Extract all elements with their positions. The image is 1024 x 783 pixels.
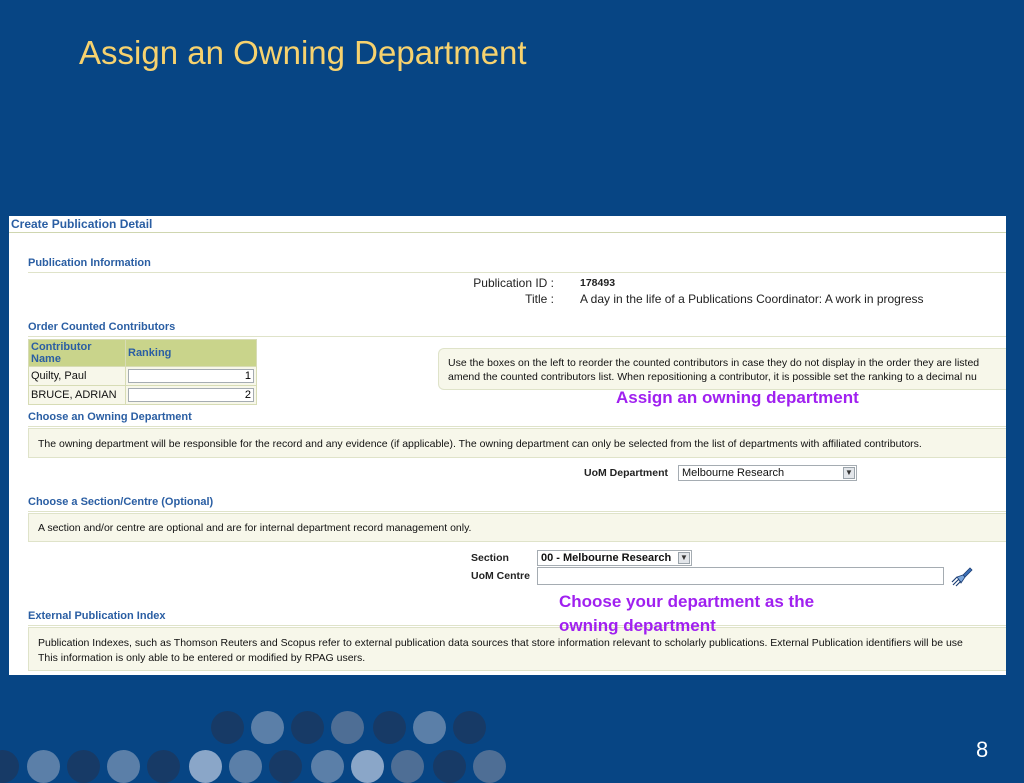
decor-dot [311,750,344,783]
decor-dot [251,711,284,744]
publication-info-rule [28,272,1006,273]
contributors-heading: Order Counted Contributors [28,321,176,333]
decor-dot [433,750,466,783]
publication-title-label: Title : [525,292,554,306]
annotation-choose-department-line1: Choose your department as the [559,592,815,611]
external-index-info-line: Publication Indexes, such as Thomson Reuters and Scopus refer to external publication data sources that store information relevant to scholarly publications. External Publication identifiers will be use [38,637,963,649]
col-contributor-name: Contributor Name [29,340,126,367]
contributors-help-box [438,348,1006,390]
decor-dot [373,711,406,744]
page-number: 8 [976,737,989,762]
decor-dot [27,750,60,783]
publication-id-label: Publication ID : [473,276,554,290]
decor-dot [453,711,486,744]
decor-dot [331,711,364,744]
slide-title: Assign an Owning Department [79,34,527,71]
decor-dot [291,711,324,744]
uom-centre-label: UoM Centre [471,570,530,582]
ranking-input[interactable] [128,388,254,402]
decor-dot [67,750,100,783]
contributor-name: BRUCE, ADRIAN [29,386,126,405]
annotation-choose-department-line2: owning department [559,616,716,635]
table-row [29,386,257,405]
contributors-rule [28,336,1006,337]
external-index-rule [28,625,1006,626]
publication-id-value: 178493 [580,277,616,289]
decor-dot [229,750,262,783]
decor-dot [413,711,446,744]
contributors-header-row [29,340,257,367]
external-index-info-line: This information is only able to be entered or modified by RPAG users. [38,652,366,664]
chevron-down-icon: ▼ [678,552,690,564]
decor-dot [189,750,222,783]
owning-department-heading: Choose an Owning Department [28,411,192,423]
decor-dot [211,711,244,744]
publication-title-value: A day in the life of a Publications Coordinator: A work in progress [580,292,924,306]
section-centre-rule [28,511,1006,512]
decor-dot [351,750,384,783]
decor-dot [473,750,506,783]
owning-department-info: The owning department will be responsible for the record and any evidence (if applicable). The owning department can only be selected from the list of departments with affiliated contributors. [38,438,922,450]
section-centre-heading: Choose a Section/Centre (Optional) [28,496,214,508]
col-ranking: Ranking [126,340,257,367]
section-centre-info-box [28,513,1006,542]
annotation-assign-department: Assign an owning department [616,388,859,407]
decor-dot [147,750,180,783]
section-select[interactable] [537,550,692,566]
decor-dot [107,750,140,783]
section-selected: 00 - Melbourne Research [541,552,672,564]
table-row [29,367,257,386]
publication-info-heading: Publication Information [28,257,151,269]
ranking-input[interactable] [128,369,254,383]
uom-department-label: UoM Department [584,467,669,479]
form-title-rule [9,232,1006,233]
external-index-info-box [28,627,1006,671]
decor-dot [391,750,424,783]
uom-department-select[interactable] [678,465,857,481]
ranking-cell [126,386,257,405]
chevron-down-icon: ▼ [843,467,855,479]
contributor-name: Quilty, Paul [29,367,126,386]
uom-centre-input[interactable] [537,567,944,585]
contributors-table [28,339,257,405]
owning-department-rule [28,426,1006,427]
section-label: Section [471,552,509,564]
contributors-help-line: Use the boxes on the left to reorder the counted contributors in case they do not display in the order they are listed [448,357,980,369]
external-index-heading: External Publication Index [28,610,166,622]
owning-department-info-box [28,428,1006,458]
ranking-cell [126,367,257,386]
form-title: Create Publication Detail [11,217,153,231]
section-centre-info: A section and/or centre are optional and are for internal department record management only. [38,522,472,534]
form-screenshot [9,216,1006,675]
decor-dot [0,750,19,783]
clear-brush-icon[interactable] [949,565,973,587]
contributors-help-line: amend the counted contributors list. When repositioning a contributor, it is possible set the ranking to a decimal nu [448,371,977,383]
uom-department-selected: Melbourne Research [682,467,785,479]
decor-dot [269,750,302,783]
